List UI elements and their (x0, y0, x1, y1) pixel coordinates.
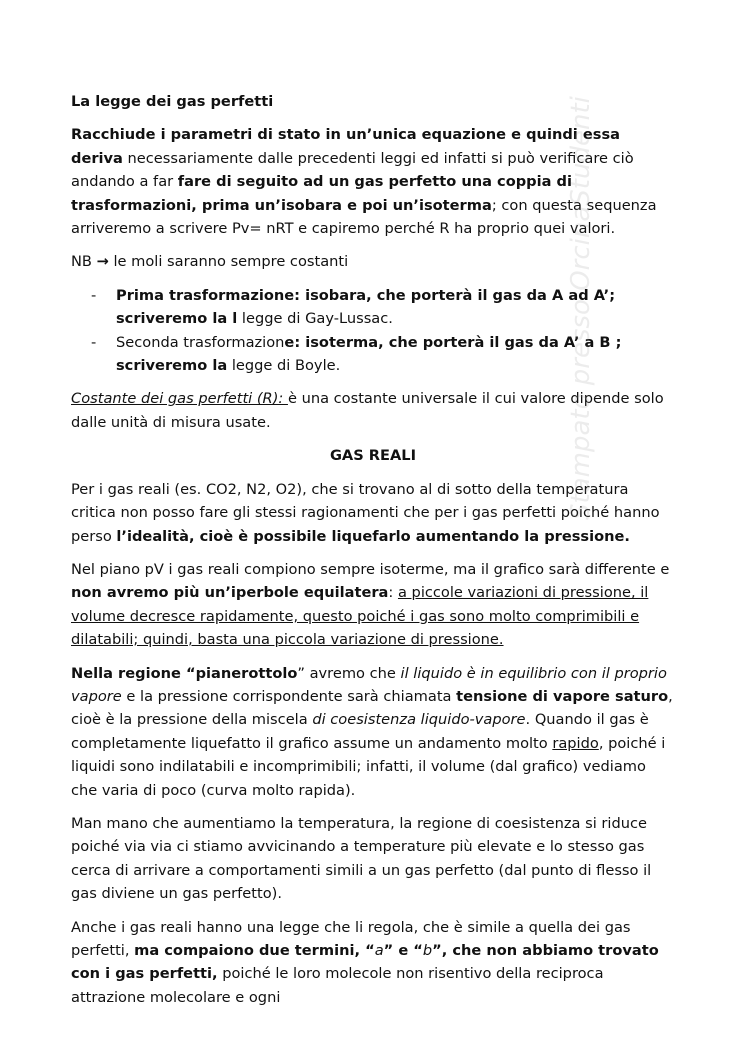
bullet-dash: - (91, 333, 97, 351)
watermark: Stampato presso OrcinaStudenti (566, 96, 596, 520)
text-run: tensione di vapore saturo (456, 687, 669, 705)
text-run: Seconda trasformazion (116, 333, 285, 351)
text-run: l’idealità, cioè è possibile liquefarlo aumentando la pressione. (116, 527, 630, 545)
text-run: legge di Gay-Lussac. (237, 310, 393, 328)
text-run: , cioè è la pressione della miscela (71, 687, 673, 729)
text-run: Costante dei gas perfetti (R): (71, 390, 288, 408)
text-run: ma compaiono due termini, “ (134, 942, 375, 959)
text-run: legge di Boyle. (227, 357, 341, 375)
text-run: di coesistenza liquido-vapore (312, 711, 526, 729)
text-run: ”, che non abbiamo trovato con i gas perfetti, (71, 942, 659, 983)
paragraph-temperatura (71, 812, 675, 906)
text-run: Per i gas reali (es. CO2, N2, O2), che si trovano al di sotto della temperatura critica non posso fare gli stessi ragionamenti che per i gas perfetti poiché hanno perso (71, 480, 660, 545)
text-run: pianerottolo (195, 664, 298, 682)
text-run: a (374, 942, 384, 959)
text-run: rapido (552, 734, 599, 752)
text-run: fare di seguito ad un gas perfetto una coppia di trasformazioni, prima un’isobara e poi un’isoterma (71, 173, 572, 214)
text-run: Nel piano pV i gas reali compiono sempre isoterme, ma il grafico sarà differente e (71, 560, 670, 578)
text-run: , poiché i liquidi sono indilatabili e incomprimibili; infatti, il volume (dal grafico) vediamo che varia di poco (curva molto rapida). (71, 734, 666, 799)
text-run: ; con questa sequenza arriveremo a scrivere Pv= nRT e capiremo perché R ha proprio quei valori. (71, 196, 657, 238)
bullet-dash: - (91, 286, 97, 304)
text-run: . Quando il gas è completamente liquefatto il grafico assume un andamento molto (71, 711, 649, 752)
text-run: Man mano che aumentiamo la temperatura, la regione di coesistenza si riduce poiché via via ci stiamo avvicinando a temperature più elevate e lo stesso gas cerca di arrivare a comportamenti simili a un gas perfetto (dal punto di flesso il gas diviene un gas perfetto). (71, 814, 652, 903)
note-text: le moli saranno sempre costanti (108, 253, 349, 271)
text-run: a piccole variazioni di pressione, il volume decresce rapidamente, questo poiché i gas sono molto comprimibili e dilatabili; quindi, basta una piccola variazione di pressione. (71, 584, 649, 649)
arrow-right-icon: → (96, 253, 109, 271)
text-run: non avremo più un’iperbole equilatera (71, 584, 389, 602)
text-run: Nella regione “ (71, 664, 196, 682)
paragraph-pianerottolo (71, 662, 675, 802)
text-run: b (422, 942, 433, 959)
text-run: Racchiude i parametri di stato in un’unica equazione e quindi essa deriva (71, 126, 620, 167)
list-item-text (116, 287, 615, 327)
list-item-text (116, 334, 621, 374)
text-run: e: isoterma, che porterà il gas da A’ a B ; scriveremo la (116, 333, 622, 375)
text-run: il liquido è in equilibrio con il proprio vapore (71, 664, 667, 705)
text-run: Anche i gas reali hanno una legge che li regola, che è simile a quella dei gas perfetti, (71, 918, 631, 959)
text-run: ” e “ (383, 942, 423, 959)
section-heading-gas-reali: GAS REALI (329, 447, 417, 465)
text-run: Prima trasformazione: isobara, che porterà il gas da A ad A’; scriveremo la l (116, 286, 616, 328)
section-title: La legge dei gas perfetti (71, 93, 274, 110)
text-run: poiché le loro molecole non risentivo della reciproca attrazione molecolare e ogni (71, 965, 604, 1006)
paragraph-piano-pv (71, 558, 675, 652)
text-run: è una costante universale il cui valore dipende solo dalle unità di misura usate. (71, 390, 664, 431)
text-run: e la pressione corrispondente sarà chiamata (121, 687, 457, 705)
paragraph-legge-reali (71, 916, 675, 1010)
text-run: : (388, 584, 398, 602)
text-run: ” avremo che (297, 664, 401, 682)
text-run: necessariamente dalle precedenti leggi ed infatti si può verificare ciò andando a far (71, 149, 634, 191)
note-label: NB (71, 253, 92, 271)
